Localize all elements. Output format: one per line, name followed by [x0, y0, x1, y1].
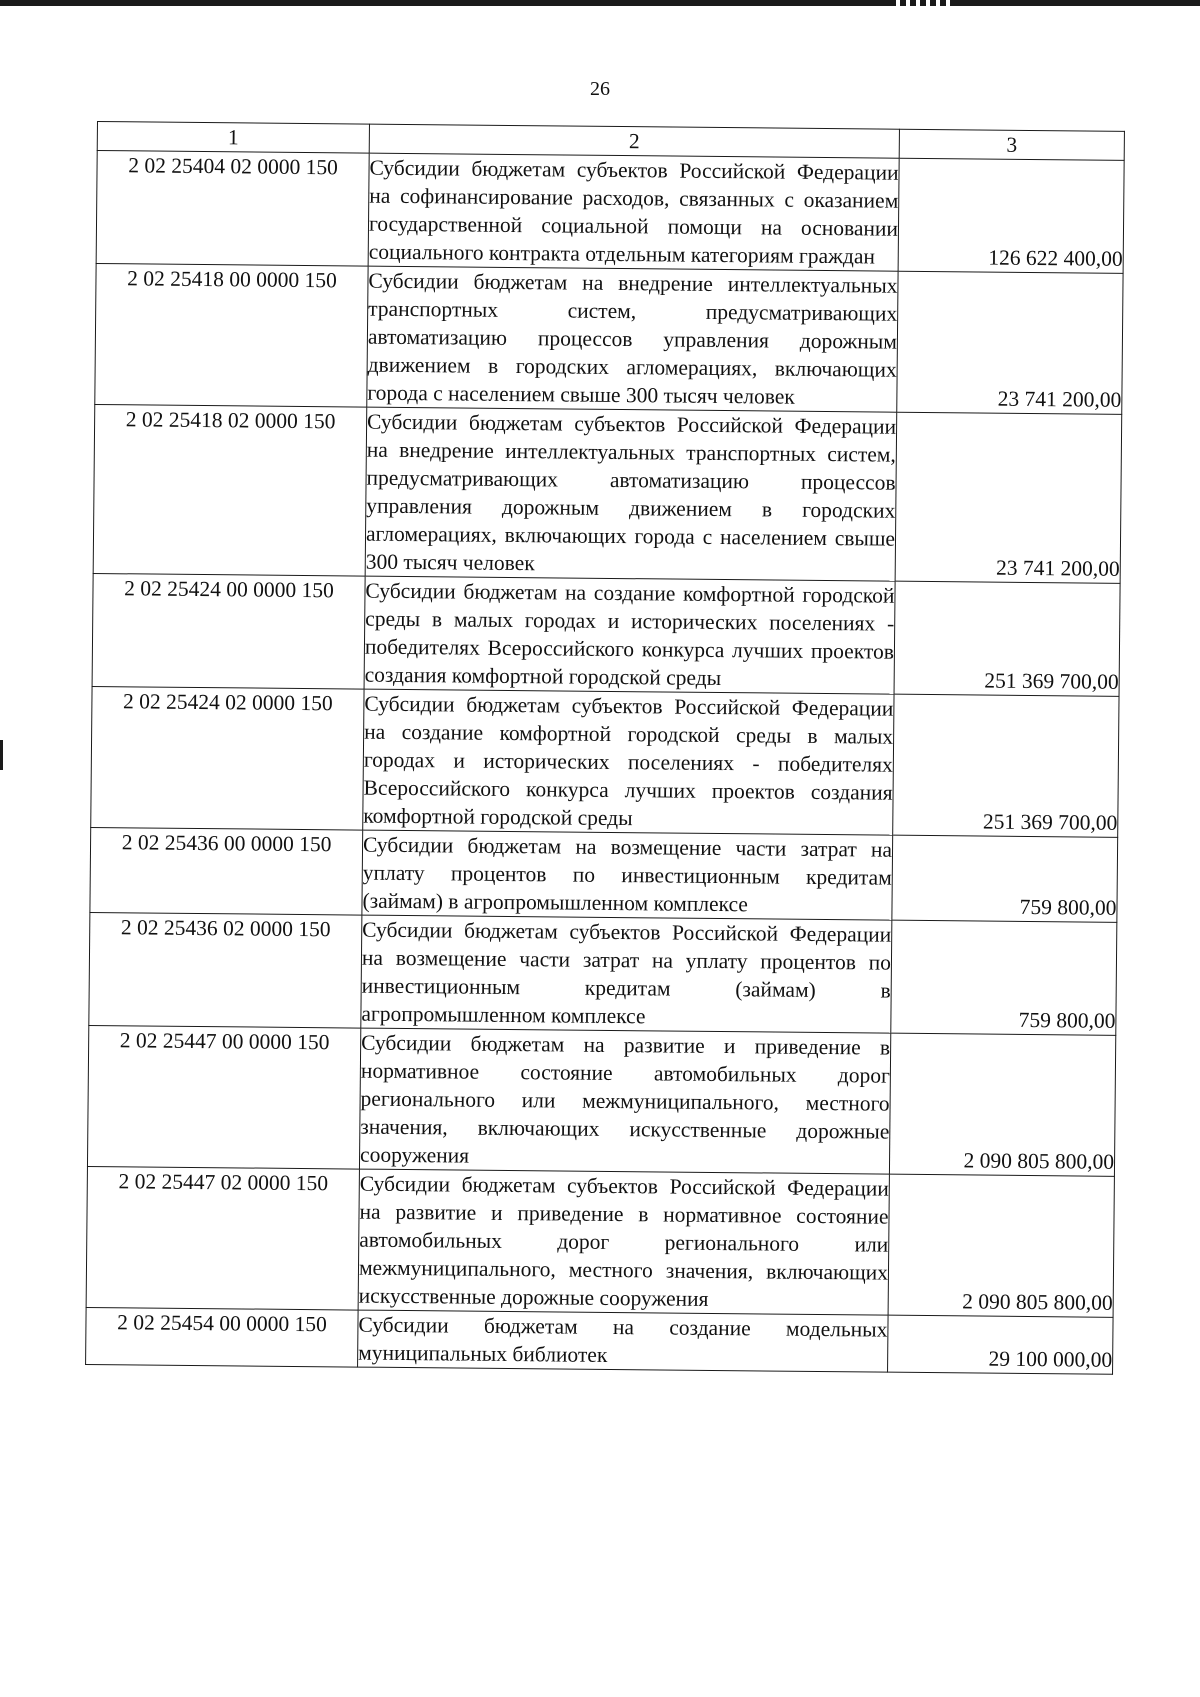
table-row	[87, 1025, 1115, 1176]
table-row	[91, 686, 1119, 837]
budget-amount: 126 622 400,00	[898, 158, 1124, 273]
budget-code: 2 02 25447 00 0000 150	[87, 1025, 360, 1169]
table-row	[86, 1307, 1113, 1374]
budget-amount: 759 800,00	[891, 920, 1117, 1035]
budget-description: Субсидии бюджетам на развитие и приведение в нормативное состояние автомобильных дорог регионального или межмуниципального, местного значения, включающих искусственные дорожные сооружения	[359, 1028, 890, 1174]
budget-description: Субсидии бюджетам субъектов Российской Федерации на создание комфортной городской среды в малых городах и исторических поселениях - победителях Всероссийского конкурса лучших проектов создания комфортной городской среды	[363, 689, 894, 835]
budget-description: Субсидии бюджетам субъектов Российской Федерации на возмещение части затрат на уплату процентов по инвестиционным кредитам (займам) в агропромышленном комплексе	[361, 915, 892, 1033]
budget-code: 2 02 25436 00 0000 150	[90, 827, 363, 915]
budget-code: 2 02 25447 02 0000 150	[86, 1166, 359, 1310]
budget-amount: 2 090 805 800,00	[889, 1033, 1115, 1176]
budget-code: 2 02 25424 00 0000 150	[92, 573, 365, 689]
budget-description: Субсидии бюджетам на возмещение части затрат на уплату процентов по инвестиционным кредитам (займам) в агропромышленном комплексе	[362, 830, 893, 920]
table-row	[90, 827, 1118, 922]
budget-description: Субсидии бюджетам на создание комфортной городской среды в малых городах и исторических поселениях - победителях Всероссийского конкурса лучших проектов создания комфортной городской среды	[364, 576, 895, 694]
budget-code: 2 02 25418 00 0000 150	[95, 263, 368, 407]
budget-description: Субсидии бюджетам на внедрение интеллектуальных транспортных систем, предусматривающих автоматизацию процессов управления дорожным движением в городских агломерациях, включающих города с населением свыше 300 тысяч человек	[367, 266, 898, 412]
budget-amount: 23 741 200,00	[895, 412, 1122, 583]
budget-code: 2 02 25418 02 0000 150	[93, 404, 367, 576]
budget-code: 2 02 25404 02 0000 150	[96, 151, 369, 267]
budget-code: 2 02 25424 02 0000 150	[91, 686, 364, 830]
budget-code: 2 02 25436 02 0000 150	[89, 912, 362, 1028]
column-header-amount: 3	[899, 129, 1124, 160]
table-row	[92, 573, 1120, 696]
budget-amount: 29 100 000,00	[888, 1315, 1114, 1374]
budget-description: Субсидии бюджетам на создание модельных муниципальных библиотек	[358, 1310, 889, 1372]
budget-revenue-table	[85, 121, 1125, 1375]
table-row	[93, 404, 1122, 583]
column-header-code: 1	[97, 122, 369, 154]
table-row	[95, 263, 1123, 414]
table-row	[89, 912, 1117, 1035]
table-row	[86, 1166, 1114, 1317]
scan-top-edge	[0, 0, 1200, 6]
column-header-description: 2	[369, 124, 899, 158]
table-body	[86, 151, 1125, 1375]
page-number: 26	[590, 78, 610, 100]
budget-description: Субсидии бюджетам субъектов Российской Федерации на софинансирование расходов, связанных с оказанием государственной социальной помощи на основании социального контракта отдельным категориям граждан	[368, 153, 899, 271]
budget-description: Субсидии бюджетам субъектов Российской Федерации на внедрение интеллектуальных транспортных систем, предусматривающих автоматизацию процессов управления дорожным движением в городских агломерациях, включающих города с населением свыше 300 тысяч человек	[365, 407, 897, 581]
scan-left-edge-mark	[0, 740, 3, 770]
budget-amount: 759 800,00	[892, 835, 1118, 922]
budget-amount: 251 369 700,00	[893, 694, 1119, 837]
table-row	[96, 151, 1124, 274]
budget-amount: 23 741 200,00	[897, 271, 1123, 414]
budget-description: Субсидии бюджетам субъектов Российской Федерации на развитие и приведение в нормативное состояние автомобильных дорог регионального или межмуниципального, местного значения, включающих искусственные дорожные сооружения	[358, 1169, 889, 1315]
budget-amount: 251 369 700,00	[894, 581, 1120, 696]
budget-amount: 2 090 805 800,00	[888, 1174, 1114, 1317]
budget-code: 2 02 25454 00 0000 150	[86, 1307, 359, 1367]
scan-top-edge-gap	[890, 0, 950, 6]
